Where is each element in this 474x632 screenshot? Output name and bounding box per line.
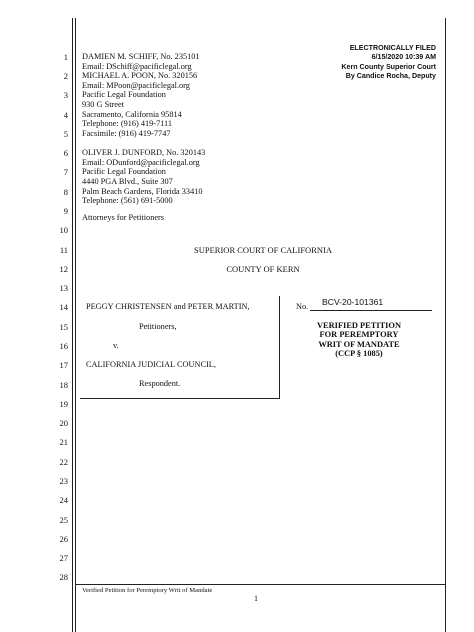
- counsel-line: Email: MPoon@pacificlegal.org: [82, 81, 190, 90]
- line-number: 5: [63, 129, 68, 139]
- document-title-line: (CCP § 1085): [335, 349, 383, 359]
- line-number: 6: [63, 148, 68, 158]
- footer-rule: [76, 584, 445, 585]
- counsel-line: Palm Beach Gardens, Florida 33410: [82, 187, 203, 196]
- efiling-line: By Candice Rocha, Deputy: [345, 71, 436, 80]
- counsel-line: Email: ODunford@pacificlegal.org: [82, 158, 200, 167]
- line-number: 23: [59, 476, 68, 486]
- line-number: 12: [59, 264, 68, 274]
- petitioners-names: PEGGY CHRISTENSEN and PETER MARTIN,: [86, 302, 250, 311]
- line-number: 3: [63, 90, 68, 100]
- counsel-line: Telephone: (561) 691-5000: [82, 196, 173, 205]
- line-number: 25: [59, 515, 68, 525]
- left-margin-double-rule-outer: [72, 18, 73, 632]
- case-number-underline: [310, 310, 432, 311]
- document-title-line: FOR PEREMPTORY: [319, 330, 399, 340]
- caption-bottom-rule: [80, 398, 279, 399]
- right-margin-rule: [445, 18, 446, 632]
- efiling-line: Kern County Superior Court: [341, 62, 436, 71]
- left-margin-double-rule-inner: [75, 18, 76, 632]
- line-number: 27: [59, 553, 68, 563]
- line-number: 15: [59, 322, 68, 332]
- line-number: 24: [59, 495, 68, 505]
- counsel-line: 930 G Street: [82, 100, 124, 109]
- line-number: 2: [63, 71, 68, 81]
- line-number: 10: [59, 225, 68, 235]
- line-number: 11: [59, 245, 68, 255]
- line-number: 9: [63, 206, 68, 216]
- counsel-line: Telephone: (916) 419-7111: [82, 119, 173, 128]
- line-number: 21: [59, 437, 68, 447]
- line-number: 17: [59, 360, 68, 370]
- electronic-filing-stamp: [286, 44, 436, 81]
- line-number: 26: [59, 534, 68, 544]
- counsel-line: Pacific Legal Foundation: [82, 167, 166, 176]
- caption-right-rule: [279, 296, 280, 399]
- respondent-role: Respondent.: [139, 379, 181, 388]
- versus: v.: [113, 341, 119, 350]
- line-number: 22: [59, 457, 68, 467]
- counsel-line: DAMIEN M. SCHIFF, No. 235101: [82, 52, 200, 61]
- counsel-line: Email: DSchiff@pacificlegal.org: [82, 62, 192, 71]
- document-title: [296, 321, 422, 359]
- line-number: 19: [59, 399, 68, 409]
- line-number: 20: [59, 418, 68, 428]
- attorneys-for: Attorneys for Petitioners: [82, 213, 165, 222]
- counsel-line: Pacific Legal Foundation: [82, 90, 166, 99]
- court-name: SUPERIOR COURT OF CALIFORNIA: [194, 245, 332, 255]
- petitioners-role: Petitioners,: [139, 322, 177, 331]
- line-number: 13: [59, 283, 68, 293]
- counsel-line: Sacramento, California 95814: [82, 110, 182, 119]
- line-number: 1: [63, 52, 68, 62]
- case-number: BCV-20-101361: [322, 297, 384, 307]
- line-number: 16: [59, 341, 68, 351]
- page-number: 1: [254, 594, 258, 603]
- counsel-line: OLIVER J. DUNFORD, No. 320143: [82, 148, 206, 157]
- line-number: 7: [63, 167, 68, 177]
- case-number-label: No.: [296, 302, 309, 311]
- respondent-name: CALIFORNIA JUDICIAL COUNCIL,: [86, 360, 216, 369]
- line-number: 8: [63, 187, 68, 197]
- line-number: 28: [59, 572, 68, 582]
- document-title-line: VERIFIED PETITION: [317, 321, 401, 330]
- footer-title: Verified Petition for Peremptory Writ of Mandate: [82, 587, 213, 594]
- line-number: 18: [59, 380, 68, 390]
- line-number: 4: [63, 110, 68, 120]
- document-title-line: WRIT OF MANDATE: [318, 339, 400, 349]
- efiling-line: ELECTRONICALLY FILED: [349, 44, 436, 52]
- counsel-line: Facsimile: (916) 419-7747: [82, 129, 171, 138]
- efiling-line: 6/15/2020 10:39 AM: [371, 53, 436, 62]
- counsel-line: MICHAEL A. POON, No. 320156: [82, 71, 198, 80]
- counsel-line: 4440 PGA Blvd., Suite 307: [82, 177, 173, 186]
- court-county: COUNTY OF KERN: [226, 264, 300, 274]
- line-number: 14: [59, 302, 68, 312]
